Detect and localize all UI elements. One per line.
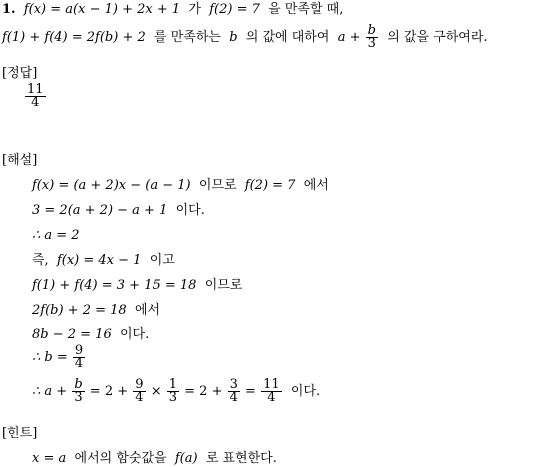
math-expression: ∴ a + bbox=[32, 384, 68, 399]
math-expression: 2f(b) + 2 = 18 bbox=[32, 303, 127, 318]
fraction bbox=[73, 345, 85, 370]
fraction-numerator: 11 bbox=[263, 377, 280, 392]
problem-line-1 bbox=[2, 2, 343, 18]
fraction bbox=[228, 379, 240, 404]
fraction-numerator: 3 bbox=[229, 377, 238, 392]
math-expression: f(a) bbox=[174, 451, 198, 466]
problem-text: 를 만족하는 bbox=[154, 30, 221, 45]
fraction-denominator: 3 bbox=[366, 37, 378, 50]
solution-step-2 bbox=[32, 203, 205, 219]
hint-line bbox=[32, 451, 277, 467]
fraction bbox=[167, 379, 179, 404]
problem-condition: f(2) = 7 bbox=[209, 2, 260, 17]
fraction-denominator: 3 bbox=[168, 390, 178, 405]
solution-text: 이다. bbox=[120, 327, 150, 342]
math-expression: x = a bbox=[32, 451, 67, 466]
fraction bbox=[366, 25, 378, 50]
answer-heading: [정답] bbox=[2, 66, 38, 81]
solution-step-1 bbox=[32, 178, 329, 194]
problem-variable: b bbox=[229, 30, 238, 45]
math-expression: f(x) = 4x − 1 bbox=[56, 253, 142, 268]
problem-text: 의 값에 대하여 bbox=[245, 30, 330, 45]
problem-text: 을 만족할 때, bbox=[268, 2, 344, 17]
math-expression: f(x) = (a + 2)x − (a − 1) bbox=[32, 178, 191, 193]
math-expression: ∴ b = bbox=[32, 350, 68, 365]
math-expression: ∴ a = 2 bbox=[32, 228, 80, 243]
solution-text: 에서 bbox=[134, 303, 161, 318]
fraction-denominator: 4 bbox=[25, 96, 46, 109]
math-operator: × bbox=[150, 384, 162, 399]
problem-text: 가 bbox=[188, 2, 201, 17]
problem-equation: f(1) + f(4) = 2f(b) + 2 bbox=[2, 30, 146, 45]
math-operator: = bbox=[245, 384, 256, 399]
answer-fraction bbox=[25, 84, 46, 109]
problem-function-definition: f(x) = a(x − 1) + 2x + 1 bbox=[23, 2, 181, 17]
solution-text: 이므로 bbox=[198, 178, 237, 193]
math-expression: 8b − 2 = 16 bbox=[32, 327, 112, 342]
math-expression: 3 = 2(a + 2) − a + 1 bbox=[32, 203, 168, 218]
math-expression: f(2) = 7 bbox=[244, 178, 296, 193]
solution-step-8 bbox=[32, 343, 86, 373]
fraction-denominator: 3 bbox=[72, 391, 84, 404]
fraction-denominator: 4 bbox=[261, 391, 282, 404]
hint-text: 로 표현한다. bbox=[205, 451, 277, 466]
solution-heading: [해설] bbox=[2, 153, 38, 168]
fraction-denominator: 4 bbox=[74, 356, 84, 371]
solution-step-4 bbox=[32, 253, 175, 269]
math-expression: = 2 + bbox=[184, 384, 223, 399]
fraction bbox=[72, 379, 84, 404]
math-expression: f(1) + f(4) = 3 + 15 = 18 bbox=[32, 278, 197, 293]
answer-value bbox=[24, 84, 47, 109]
solution-text: 이고 bbox=[149, 253, 175, 268]
fraction-numerator: 9 bbox=[74, 343, 84, 358]
solution-text: 이다. bbox=[290, 384, 321, 399]
fraction-numerator: 9 bbox=[135, 377, 144, 392]
problem-number: 1. bbox=[2, 2, 16, 17]
problem-expression: a + bbox=[337, 30, 361, 45]
solution-step-3 bbox=[32, 228, 80, 244]
fraction-numerator: 11 bbox=[27, 82, 44, 97]
hint-heading: [힌트] bbox=[2, 426, 38, 441]
fraction-denominator: 4 bbox=[135, 390, 144, 405]
problem-text: 의 값을 구하여라. bbox=[387, 30, 488, 45]
solution-text: 이다. bbox=[175, 203, 205, 218]
fraction-numerator: b bbox=[367, 23, 376, 38]
solution-step-7 bbox=[32, 327, 149, 343]
solution-step-5 bbox=[32, 278, 242, 294]
problem-line-2 bbox=[2, 23, 488, 53]
solution-text: 에서 bbox=[303, 178, 329, 193]
fraction-denominator: 4 bbox=[229, 390, 238, 405]
fraction bbox=[261, 379, 282, 404]
fraction bbox=[133, 379, 145, 404]
solution-text: 즉, bbox=[32, 253, 49, 268]
fraction-numerator: b bbox=[74, 377, 83, 392]
solution-text: 이므로 bbox=[204, 278, 243, 293]
solution-step-6 bbox=[32, 303, 160, 319]
math-expression: = 2 + bbox=[89, 384, 129, 399]
solution-step-9 bbox=[32, 377, 320, 407]
fraction-numerator: 1 bbox=[168, 377, 178, 392]
hint-text: 에서의 함숫값을 bbox=[74, 451, 167, 466]
